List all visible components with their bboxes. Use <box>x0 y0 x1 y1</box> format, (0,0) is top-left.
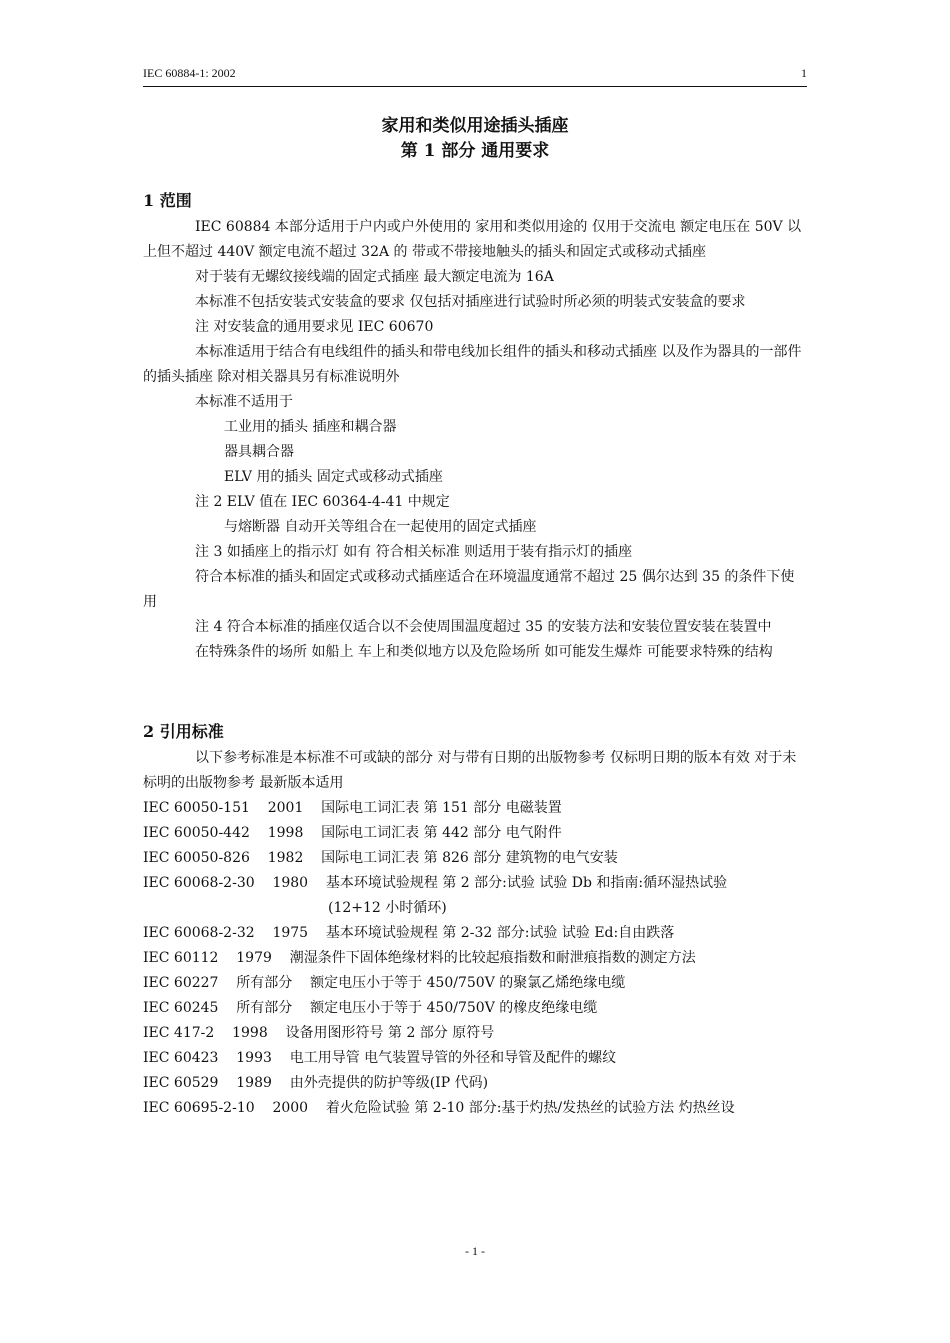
reference-item <box>143 971 807 996</box>
reference-title: 国际电工词汇表 第 442 部分 电气附件 <box>321 825 562 841</box>
reference-item <box>143 1046 807 1071</box>
reference-year: 1998 <box>267 825 304 841</box>
reference-year: 1989 <box>236 1075 272 1091</box>
reference-code: IEC 60423 <box>143 1050 219 1066</box>
reference-title: 国际电工词汇表 第 826 部分 建筑物的电气安装 <box>321 850 618 866</box>
header-standard-id: IEC 60884-1: 2002 <box>143 66 236 80</box>
section-1-heading: 1 范围 <box>143 191 192 210</box>
reference-item <box>143 1021 807 1046</box>
reference-item <box>143 1071 807 1096</box>
reference-item <box>143 1096 807 1121</box>
reference-year: 1980 <box>272 875 309 891</box>
reference-code: IEC 60050-442 <box>143 825 250 841</box>
reference-title: 额定电压小于等于 450/750V 的橡皮绝缘电缆 <box>310 1000 598 1016</box>
reference-title: 电工用导管 电气装置导管的外径和导管及配件的螺纹 <box>289 1050 617 1066</box>
reference-year: 2001 <box>267 800 304 816</box>
paragraph: 对于装有无螺纹接线端的固定式插座 最大额定电流为 16A <box>195 269 554 285</box>
reference-code: IEC 60112 <box>143 950 219 966</box>
list-item: 器具耦合器 <box>224 444 294 460</box>
reference-list <box>143 796 807 1121</box>
paragraph: 符合本标准的插头和固定式或移动式插座适合在环境温度通常不超过 25 偶尔达到 35 的条件下使用 <box>143 569 795 610</box>
page-header <box>143 64 807 87</box>
reference-code: IEC 60245 <box>143 1000 219 1016</box>
paragraph: 以下参考标准是本标准不可或缺的部分 对与带有日期的出版物参考 仅标明日期的版本有效 对于未标明的出版物参考 最新版本适用 <box>143 750 797 791</box>
reference-item <box>143 796 807 821</box>
reference-title: 基本环境试验规程 第 2-32 部分:试验 试验 Ed:自由跌落 <box>325 925 675 941</box>
reference-code: IEC 60227 <box>143 975 219 991</box>
paragraph: 本标准不包括安装式安装盒的要求 仅包括对插座进行试验时所必须的明装式安装盒的要求 <box>195 294 746 310</box>
reference-code: IEC 60529 <box>143 1075 219 1091</box>
note-continuation: 与熔断器 自动开关等组合在一起使用的固定式插座 <box>224 519 537 535</box>
note: 注 3 如插座上的指示灯 如有 符合相关标准 则适用于装有指示灯的插座 <box>195 544 633 560</box>
reference-title: 国际电工词汇表 第 151 部分 电磁装置 <box>321 800 562 816</box>
list-item: ELV 用的插头 固定式或移动式插座 <box>224 469 443 485</box>
reference-code: IEC 60050-826 <box>143 850 250 866</box>
list-item: 工业用的插头 插座和耦合器 <box>224 419 397 435</box>
reference-title: 设备用图形符号 第 2 部分 原符号 <box>285 1025 495 1041</box>
reference-title: 着火危险试验 第 2-10 部分:基于灼热/发热丝的试验方法 灼热丝设 <box>325 1100 735 1116</box>
reference-code: IEC 60695-2-10 <box>143 1100 255 1116</box>
reference-code: IEC 60050-151 <box>143 800 250 816</box>
reference-year: 所有部分 <box>236 1000 293 1016</box>
section-2-heading: 2 引用标准 <box>143 722 224 741</box>
document-body <box>143 188 807 1121</box>
reference-year: 1975 <box>272 925 309 941</box>
reference-year: 所有部分 <box>236 975 293 991</box>
page-footer-number: - 1 - <box>465 1244 485 1258</box>
reference-title: 基本环境试验规程 第 2 部分:试验 试验 Db 和指南:循环湿热试验 <box>325 875 728 891</box>
header-page-number: 1 <box>801 66 807 80</box>
document-title <box>143 114 807 164</box>
reference-item <box>143 996 807 1021</box>
paragraph: 本标准不适用于 <box>195 394 293 410</box>
reference-title: 由外壳提供的防护等级(IP 代码) <box>289 1075 489 1091</box>
reference-year: 2000 <box>272 1100 309 1116</box>
reference-item <box>143 821 807 846</box>
reference-code: IEC 60068-2-32 <box>143 925 255 941</box>
reference-year: 1993 <box>236 1050 272 1066</box>
reference-year: 1982 <box>267 850 304 866</box>
title-line-2: 第 1 部分 通用要求 <box>400 141 550 161</box>
reference-item <box>143 846 807 871</box>
reference-code: IEC 417-2 <box>143 1025 215 1041</box>
note: 注 4 符合本标准的插座仅适合以不会使周围温度超过 35 的安装方法和安装位置安装在装置中 <box>195 619 772 635</box>
reference-item <box>143 921 807 946</box>
reference-title: 额定电压小于等于 450/750V 的聚氯乙烯绝缘电缆 <box>310 975 626 991</box>
reference-code: IEC 60068-2-30 <box>143 875 255 891</box>
note: 注 对安装盒的通用要求见 IEC 60670 <box>195 319 434 335</box>
paragraph: 本标准适用于结合有电线组件的插头和带电线加长组件的插头和移动式插座 以及作为器具的一部件的插头插座 除对相关器具另有标准说明外 <box>143 344 802 385</box>
reference-title: 潮湿条件下固体绝缘材料的比较起痕指数和耐泄痕指数的测定方法 <box>289 950 696 966</box>
reference-item <box>143 871 807 896</box>
reference-continuation: (12+12 小时循环) <box>328 900 447 916</box>
paragraph: IEC 60884 本部分适用于户内或户外使用的 家用和类似用途的 仅用于交流电 额定电压在 50V 以上但不超过 440V 额定电流不超过 32A 的 带或不带接地触头的插头和固定式或移动式插座 <box>143 219 802 260</box>
note: 注 2 ELV 值在 IEC 60364-4-41 中规定 <box>195 494 450 510</box>
reference-year: 1979 <box>236 950 272 966</box>
reference-year: 1998 <box>232 1025 268 1041</box>
reference-item <box>143 946 807 971</box>
title-line-1: 家用和类似用途插头插座 <box>381 116 569 136</box>
paragraph: 在特殊条件的场所 如船上 车上和类似地方以及危险场所 如可能发生爆炸 可能要求特殊的结构 <box>195 644 773 660</box>
